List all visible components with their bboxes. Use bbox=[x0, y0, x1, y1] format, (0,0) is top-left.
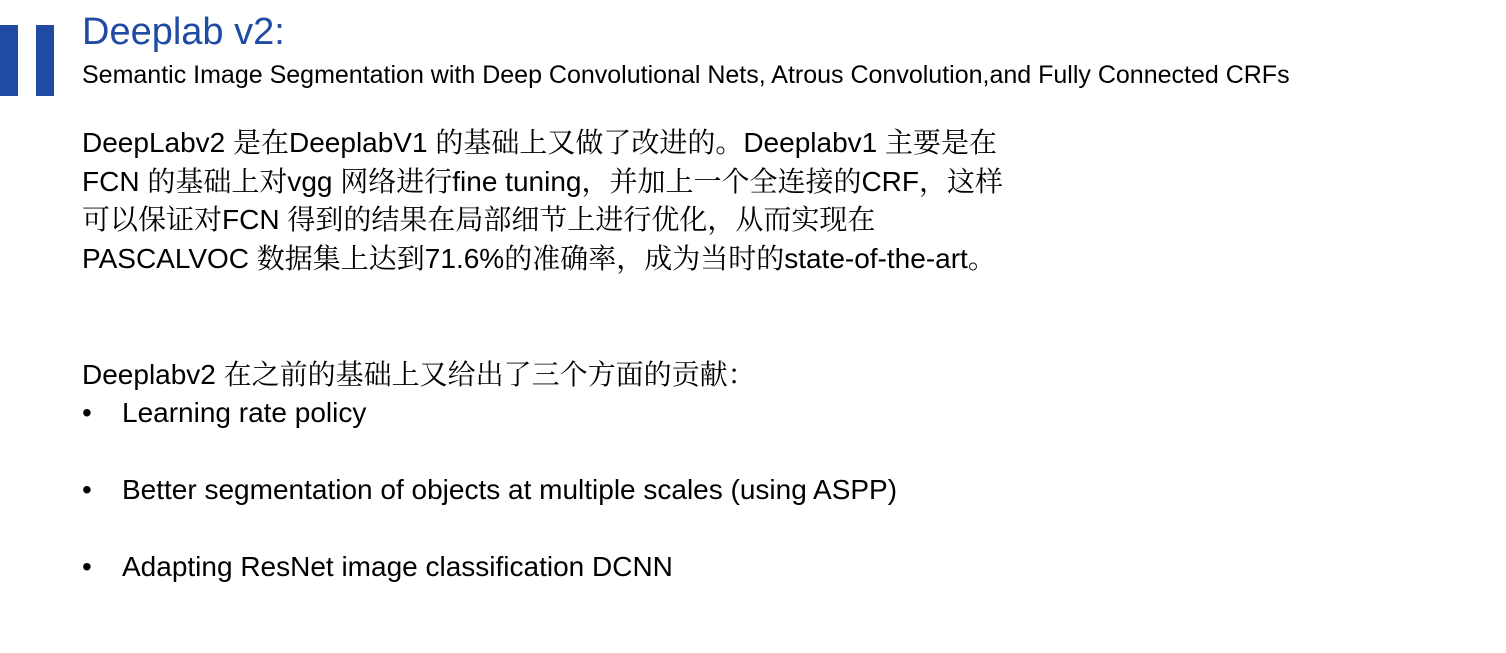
intro-paragraph bbox=[82, 124, 1003, 278]
bullet-text: Better segmentation of objects at multiple scales (using ASPP) bbox=[122, 474, 898, 505]
intro-line-3: 可以保证对FCN 得到的结果在局部细节上进行优化，从而实现在 bbox=[82, 204, 876, 235]
intro-line-2: FCN 的基础上对vgg 网络进行fine tuning，并加上一个全连接的CRF，这样 bbox=[82, 165, 1004, 197]
bullet-text: Adapting ResNet image classification DCNN bbox=[122, 551, 673, 582]
intro-line-4: PASCALVOC 数据集上达到71.6%的准确率，成为当时的state-of-the-art。 bbox=[82, 242, 996, 274]
title-accent-bar-left bbox=[0, 25, 18, 96]
slide-title: Deeplab v2: bbox=[82, 11, 285, 53]
bullet-dot: • bbox=[82, 474, 92, 505]
slide-subtitle: Semantic Image Segmentation with Deep Convolutional Nets, Atrous Convolution,and Fully Connected CRFs bbox=[82, 61, 1290, 89]
bullet-dot: • bbox=[82, 397, 92, 428]
title-accent-bar-right bbox=[36, 25, 54, 96]
bullet-text: Learning rate policy bbox=[122, 397, 367, 428]
intro-line-1: DeepLabv2 是在DeeplabV1 的基础上又做了改进的。Deeplabv1 主要是在 bbox=[82, 127, 997, 158]
contributions-heading: Deeplabv2 在之前的基础上又给出了三个方面的贡献： bbox=[82, 359, 756, 390]
bullet-dot: • bbox=[82, 551, 92, 582]
